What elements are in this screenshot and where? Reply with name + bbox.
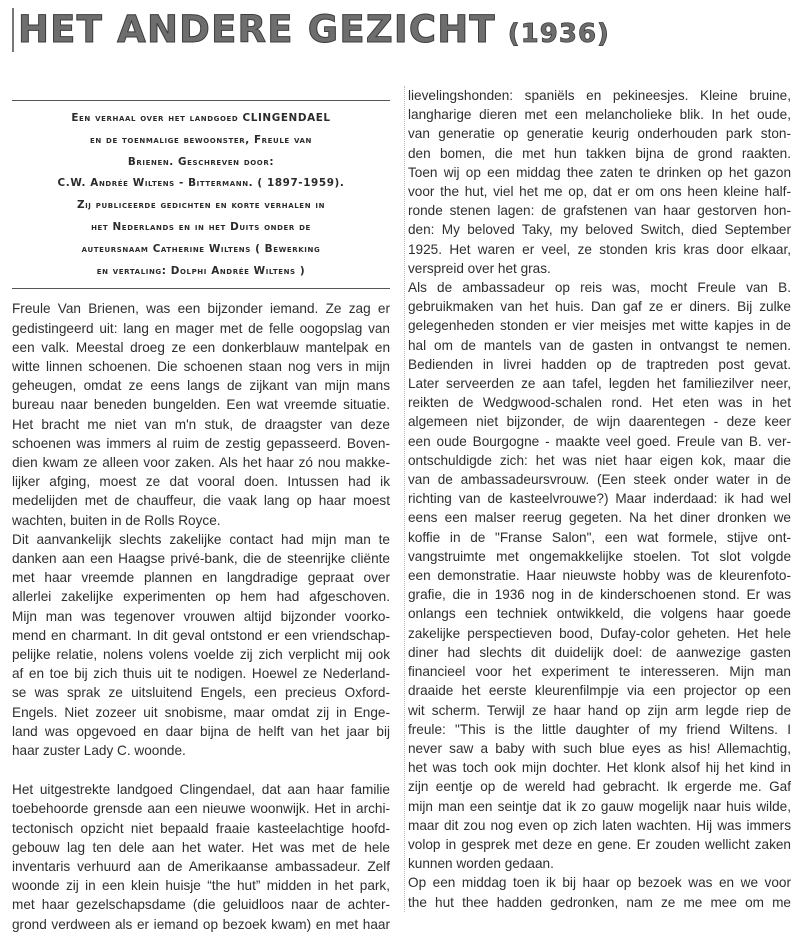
paragraph bbox=[12, 299, 390, 529]
text-line: van de ambassadeursvrouw. (Een steek onder water in de bbox=[408, 472, 791, 488]
text-line: onlangs een techniek ontwikkeld, die volgens haar goede bbox=[408, 606, 791, 622]
text-line: mijn man een seintje dat ik zo gauw mogelijk naar huis wilde, bbox=[408, 798, 791, 814]
intro-line: en de toenmalige bewoonster, Freule van bbox=[89, 133, 312, 146]
text-line: schoenen was immers al ruim de zestig gepasseerd. Boven- bbox=[12, 435, 390, 451]
text-line: den bomen, die met hun takken bijna de grond raakten. bbox=[408, 145, 791, 161]
text-line: draaide het eerste kleurenfilmpje via een projector op een bbox=[408, 683, 791, 699]
text-line: Engels. Niet zozeer uit snobisme, maar omdat zij in Enge- bbox=[12, 704, 390, 720]
text-line: richting van de kasteelvrouwe?) Maar inderdaad: ik had wel bbox=[408, 491, 791, 507]
text-line: den: My beloved Taky, my beloved Switch, died September bbox=[408, 222, 791, 238]
text-line: se was sprak ze uitsluitend Engels, een precieus Oxford- bbox=[12, 685, 390, 701]
intro-line: en vertaling: Dolphi Andrée Wiltens ) bbox=[96, 264, 306, 277]
text-line: gebouw lag ten dele aan het water. Het was met de hele bbox=[12, 839, 390, 855]
text-line: koffie in de "Franse Salon", een wat formele, stijve ont- bbox=[408, 529, 791, 545]
text-line: Toen wij op een middag thee zaten te drinken op het gazon bbox=[408, 164, 791, 180]
article-year: (1936) bbox=[507, 19, 610, 49]
text-line: van generatie op generatie keurig onderhouden park ston- bbox=[408, 126, 791, 142]
text-line: een valk. Meestal droeg ze een donkerblauw mantelpak en bbox=[12, 339, 390, 355]
text-line: Dit aanvankelijk slechts zakelijke contact had mijn man te bbox=[12, 531, 390, 547]
text-line: Later serveerden ze aan tafel, legden het familiezilver neer, bbox=[408, 376, 791, 392]
text-line: inventaris verhuurd aan de Amerikaanse ambassadeur. Zelf bbox=[12, 859, 390, 875]
paragraph bbox=[12, 780, 390, 934]
text-line: Op een middag toen ik bij haar op bezoek was en we voor bbox=[408, 875, 791, 891]
text-line: freule: "This is the little daughter of my friend Wiltens. I bbox=[408, 721, 791, 737]
text-line: langharige dieren met een melancholieke blik. In het oude, bbox=[408, 107, 791, 123]
intro-line: C.W. Andrée Wiltens - Bittermann. ( 1897-1959). bbox=[57, 177, 345, 190]
text-line: land was opgevoed en daar bijna de helft van het jaar bij bbox=[12, 723, 390, 739]
text-line: Mijn man was tegenover vrouwen altijd bijzonder voorko- bbox=[12, 608, 390, 624]
text-line: wit scherm. Terwijl ze haar hand op zijn arm legde riep de bbox=[408, 702, 791, 718]
text-line: lijker afging, moest ze dat vooral doen. Intussen had ik bbox=[12, 474, 390, 490]
text-line: verspreid over het gras. bbox=[408, 260, 551, 276]
text-line: woonde zij in een klein huisje “the hut” midden in het park, bbox=[12, 878, 390, 894]
text-line: financieel voor het experiment te interesseren. Mijn man bbox=[408, 664, 791, 680]
text-line: een demonstratie. Haar nieuwste hobby was de kleurenfoto- bbox=[408, 568, 791, 584]
text-line: zakelijke perspectieven bood, Dufay-color geheten. Het hele bbox=[408, 625, 791, 641]
paragraph bbox=[408, 86, 791, 278]
text-line: wachten, buiten in de Rolls Royce. bbox=[12, 512, 221, 528]
text-line: reikten de Wedgwood-schalen rond. Het eten was in het bbox=[408, 395, 791, 411]
text-line: danken aan een Haagse privé-bank, die de steenrijke cliënte bbox=[12, 551, 390, 567]
text-line: zijn eentje op de wereld had gebracht. Ik ergerde me. Gaf bbox=[408, 779, 791, 795]
intro-line: auteursnaam Catherine Wiltens ( Bewerking bbox=[81, 242, 321, 255]
intro-line: Brienen. Geschreven door: bbox=[127, 155, 275, 168]
text-line: eens een malser reerug gegeten. Na het diner dronken we bbox=[408, 510, 791, 526]
intro-line: het Nederlands en in het Duits onder de bbox=[91, 220, 311, 233]
text-line: hal om de mantels van de gasten in ontvangst te nemen. bbox=[408, 337, 791, 353]
text-line: gedistingeerd uit: lang en mager met de felle oogopslag van bbox=[12, 320, 390, 336]
text-line: lievelingshonden: spaniëls en pekineesjes. Kleine bruine, bbox=[408, 88, 791, 103]
text-line: diner had slechts dit duidelijk doel: de aanwezige gasten bbox=[408, 644, 791, 660]
text-line: voor the hut, viel het me op, dat er om ons heen kleine half- bbox=[408, 184, 791, 200]
text-line: grond verdween als er iemand op bezoek kwam) en met haar bbox=[12, 916, 390, 932]
text-line: Het bracht me niet van m'n stuk, de draagster van deze bbox=[12, 416, 390, 432]
text-line: haar zuster Lady C. woonde. bbox=[12, 743, 186, 759]
text-line: Freule Van Brienen, was een bijzonder iemand. Ze zag er bbox=[12, 301, 390, 317]
text-line: Als de ambassadeur op reis was, mocht Freule van B. bbox=[408, 280, 791, 296]
text-line: af en toe bij zich thuis uit te nodigen. Hoewel ze Nederland- bbox=[12, 666, 390, 682]
text-line: het was toch ook mijn dochter. Het klonk alsof hij het kind in bbox=[408, 760, 791, 776]
text-line: witte linnen schoenen. Die schoenen staan nog vers in mijn bbox=[12, 358, 390, 374]
text-line: vangstruimte met ongemakkelijke stoelen. Tot slot volgde bbox=[408, 548, 791, 564]
text-line: gebruikmaken van het huis. Dan gaf ze er diners. Bij zulke bbox=[408, 299, 791, 315]
text-line: maar dit zou nog even op zich laten wachten. Hij was immers bbox=[408, 817, 791, 833]
text-line: toebehoorde grensde aan een nieuwe woonwijk. Het in archi- bbox=[12, 801, 390, 817]
text-line: ontschuldigde zich: het was niet haar eigen kok, maar die bbox=[408, 452, 791, 468]
right-column bbox=[404, 86, 791, 912]
text-line: met haar gezelschapsdame (die geluidloos naar de achter- bbox=[12, 897, 390, 913]
text-line: 1925. Het waren er veel, ze stonden kris kras door elkaar, bbox=[408, 241, 791, 257]
text-line: mend en charmant. In dit geval ontstond er een vriendschap- bbox=[12, 627, 390, 643]
text-line: Het uitgestrekte landgoed Clingendael, dat aan haar familie bbox=[12, 782, 390, 798]
paragraph bbox=[408, 873, 791, 911]
text-line: geheugen, omdat ze eens langs de zijkant van mijn mans bbox=[12, 378, 390, 394]
text-line: een oude Bourgogne - maakte veel goed. Freule van B. ver- bbox=[408, 433, 791, 449]
text-line: grafie, die in 1936 nog in de kinderschoenen stond. Er was bbox=[408, 587, 791, 603]
spacer bbox=[12, 289, 390, 299]
text-line: volop in gesprek met deze en gene. Er zouden wellicht zaken bbox=[408, 836, 791, 852]
paragraph bbox=[12, 530, 390, 760]
text-line: the hut thee hadden gedronken, nam ze me mee om me bbox=[408, 894, 791, 910]
text-line: medelijden met de chauffeur, die vaak lang op haar moest bbox=[12, 493, 390, 509]
intro-line: Een verhaal over het landgoed CLINGENDAEL bbox=[71, 112, 331, 124]
article-title: HET ANDERE GEZICHT bbox=[18, 8, 496, 51]
left-column bbox=[12, 100, 390, 934]
text-line: kunnen worden gedaan. bbox=[408, 856, 554, 872]
text-line: bureau naar beneden bungelden. Een wat vreemde situatie. bbox=[12, 397, 390, 413]
text-line: ronde stenen lagen: de grafstenen van haar gestorven hon- bbox=[408, 203, 791, 219]
paragraph bbox=[408, 278, 791, 873]
text-line: allerlei zakelijke experimenten op hem had afgeschoven. bbox=[12, 589, 390, 605]
spacer bbox=[12, 760, 390, 780]
text-line: never saw a baby with such blue eyes as his! Allemachtig, bbox=[408, 740, 791, 756]
text-line: algemeen niet bijzonder, de wijn daarentegen - deze keer bbox=[408, 414, 791, 430]
article-header bbox=[12, 8, 610, 52]
text-line: met haar vreemde plannen en langdradige gepraat over bbox=[12, 570, 390, 586]
text-line: Bedienden in livrei hadden op de traptreden post gevat. bbox=[408, 356, 791, 372]
text-line: dien kwam ze alleen voor zaken. Als het haar zó nou makke- bbox=[12, 455, 390, 470]
text-line: tectonisch opzicht niet bepaald fraaie kasteelachtige hoofd- bbox=[12, 820, 390, 836]
text-line: pelijke relatie, nolens volens voelde zij zich verplicht mij ook bbox=[12, 647, 390, 663]
intro-line: Zij publiceerde gedichten en korte verhalen in bbox=[76, 199, 326, 212]
intro-box bbox=[12, 100, 390, 289]
text-line: gelegenheden stonden er vier meisjes met witte kapjes in de bbox=[408, 318, 791, 334]
